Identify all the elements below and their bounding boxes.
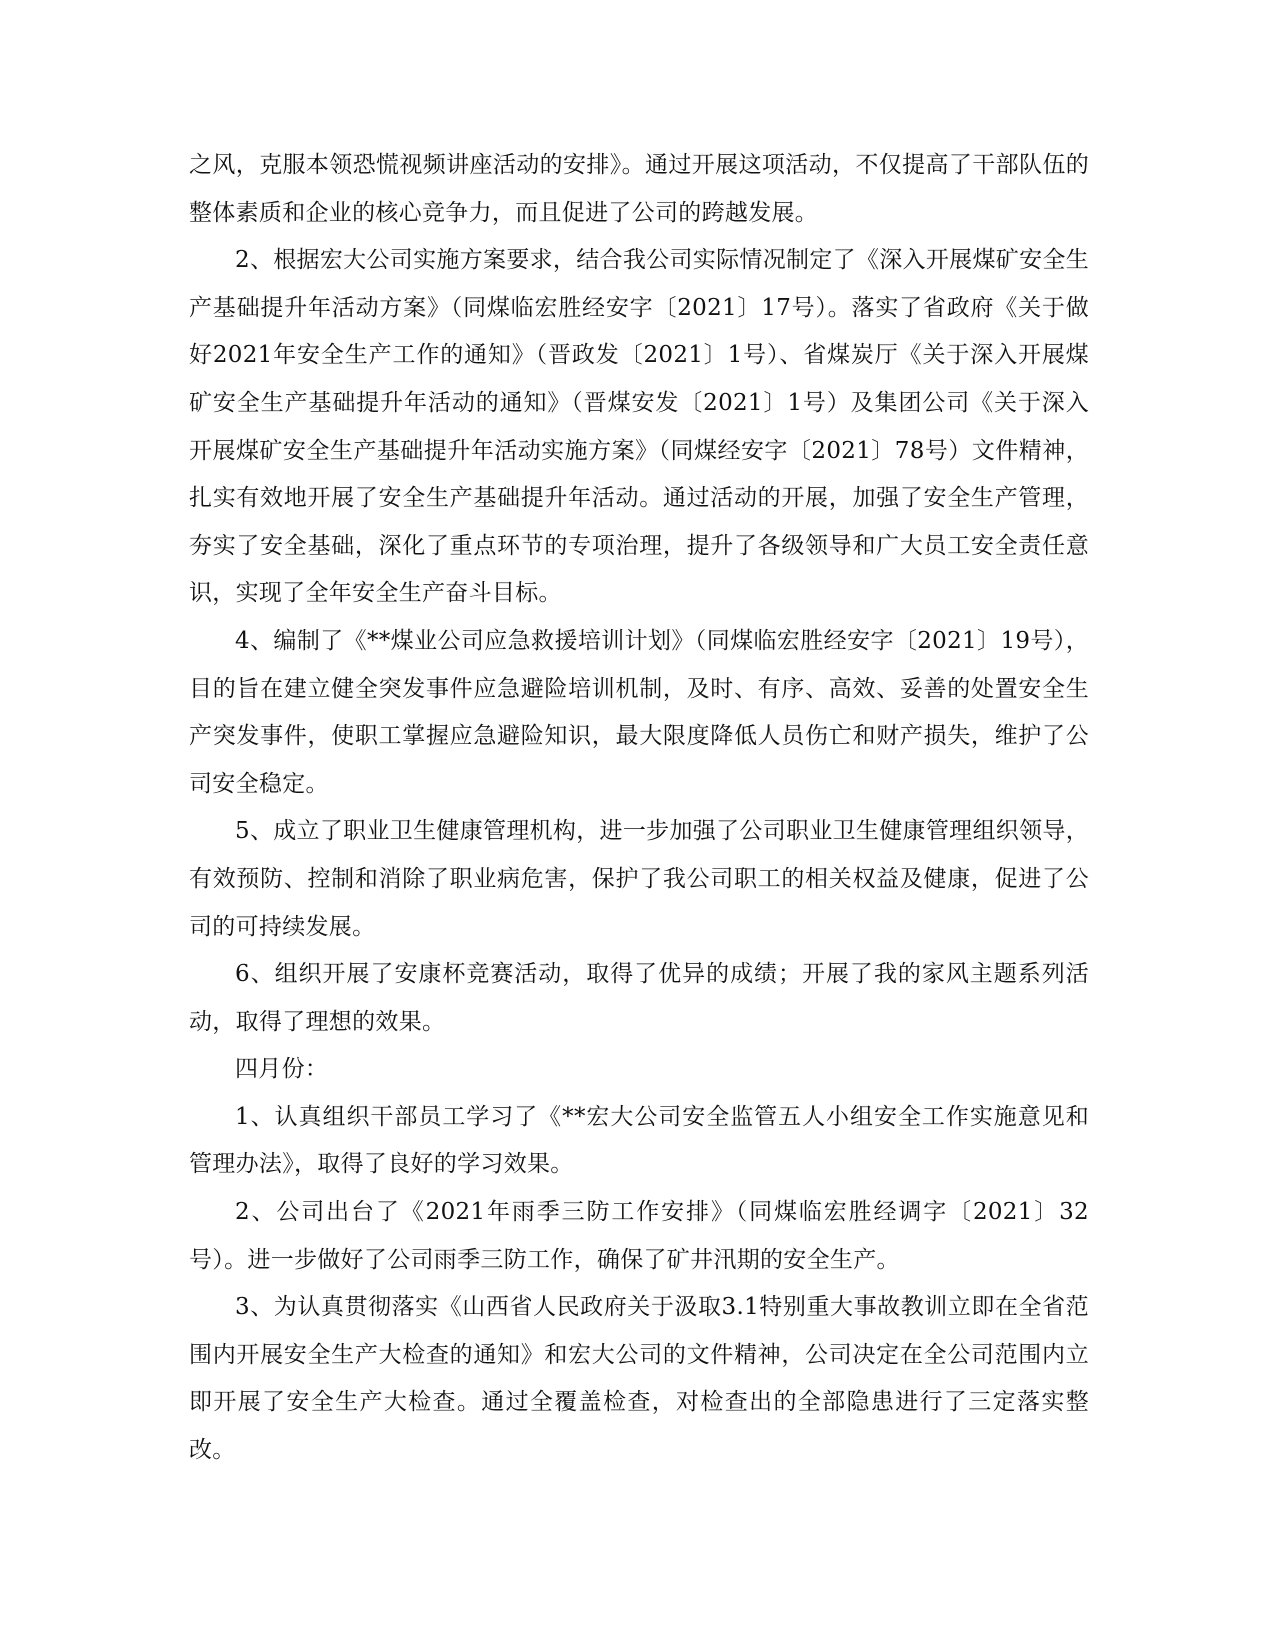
document-body [189, 142, 1089, 1475]
paragraph-item-5-occupational-health: 5、成立了职业卫生健康管理机构，进一步加强了公司职业卫生健康管理组织领导，有效预防、控制和消除了职业病危害，保护了我公司职工的相关权益及健康，促进了公司的可持续发展。 [189, 818, 1089, 940]
paragraph-april-item-3: 3、为认真贯彻落实《山西省人民政府关于汲取3.1特别重大事故教训立即在全省范围内开展安全生产大检查的通知》和宏大公司的文件精神，公司决定在全公司范围内立即开展了安全生产大检查。通过全覆盖检查，对检查出的全部隐患进行了三定落实整改。 [189, 1294, 1089, 1464]
section-heading-april: 四月份： [235, 1056, 329, 1083]
paragraph-item-6-competition: 6、组织开展了安康杯竞赛活动，取得了优异的成绩；开展了我的家风主题系列活动，取得了理想的效果。 [189, 961, 1089, 1035]
paragraph-item-2-safety-plan: 2、根据宏大公司实施方案要求，结合我公司实际情况制定了《深入开展煤矿安全生产基础提升年活动方案》（同煤临宏胜经安字〔2021〕17号）。落实了省政府《关于做好2021年安全生产工作的通知》（晋政发〔2021〕1号）、省煤炭厅《关于深入开展煤矿安全生产基础提升年活动的通知》（晋煤安发〔2021〕1号）及集团公司《关于深入开展煤矿安全生产基础提升年活动实施方案》（同煤经安字〔2021〕78号）文件精神，扎实有效地开展了安全生产基础提升年活动。通过活动的开展，加强了安全生产管理，夯实了安全基础，深化了重点环节的专项治理，提升了各级领导和广大员工安全责任意识，实现了全年安全生产奋斗目标。 [189, 247, 1089, 607]
paragraph-april-item-2: 2、公司出台了《2021年雨季三防工作安排》（同煤临宏胜经调字〔2021〕32号）。进一步做好了公司雨季三防工作，确保了矿井汛期的安全生产。 [189, 1199, 1089, 1273]
paragraph-item-4-emergency-training: 4、编制了《**煤业公司应急救援培训计划》（同煤临宏胜经安字〔2021〕19号），目的旨在建立健全突发事件应急避险培训机制，及时、有序、高效、妥善的处置安全生产突发事件，使职工掌握应急避险知识，最大限度降低人员伤亡和财产损失，维护了公司安全稳定。 [189, 627, 1089, 797]
paragraph-continuation: 之风，克服本领恐慌视频讲座活动的安排》。通过开展这项活动，不仅提高了干部队伍的整体素质和企业的核心竞争力，而且促进了公司的跨越发展。 [189, 152, 1089, 226]
paragraph-april-item-1: 1、认真组织干部员工学习了《**宏大公司安全监管五人小组安全工作实施意见和管理办法》，取得了良好的学习效果。 [189, 1103, 1089, 1178]
